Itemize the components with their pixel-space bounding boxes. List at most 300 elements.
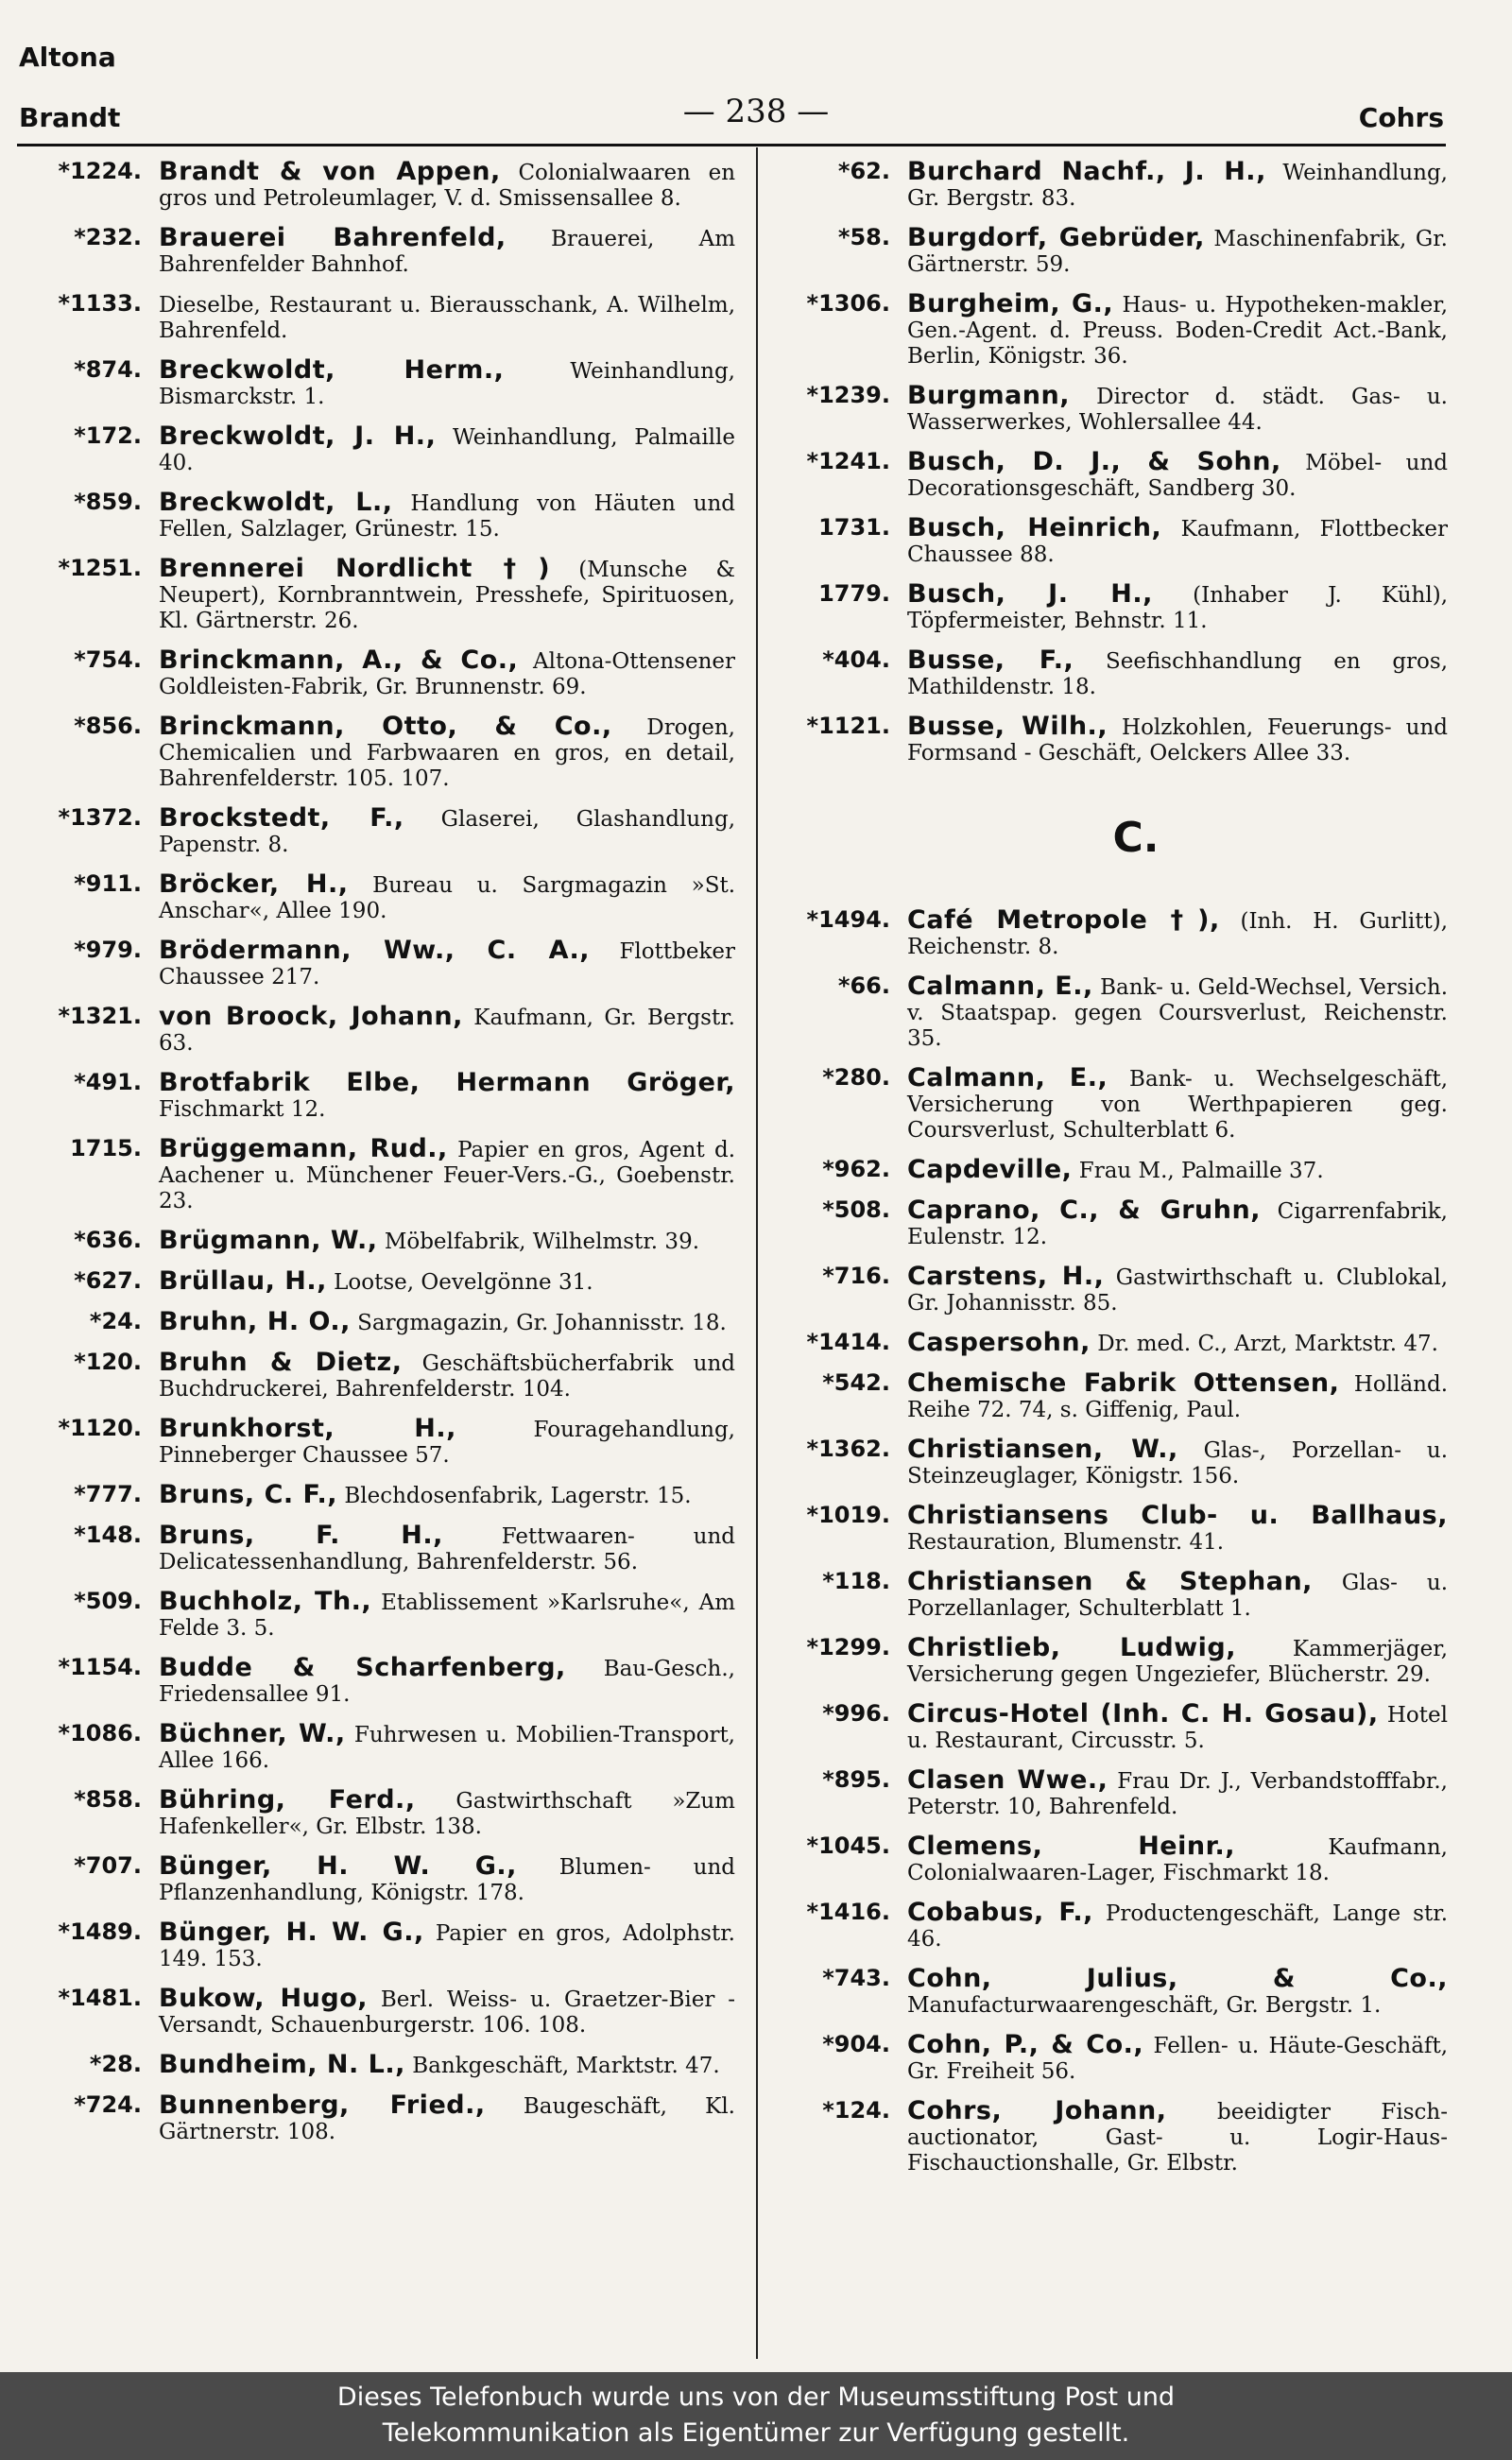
directory-entry: [19, 871, 735, 924]
directory-entry: [19, 1268, 735, 1296]
subscriber-name: Burchard Nachf., J. H.,: [907, 157, 1266, 186]
entry-text: [159, 1655, 735, 1708]
phone-number: *1224.: [58, 158, 142, 184]
entry-text: [159, 1268, 735, 1296]
entry-text: [159, 1787, 735, 1840]
directory-entry: [19, 1004, 735, 1057]
subscriber-details: Frau M., Palmaille 37.: [1078, 1159, 1324, 1183]
phone-number: *1306.: [806, 290, 890, 317]
entry-text: [159, 2052, 735, 2079]
directory-entry: [767, 1833, 1448, 1886]
directory-entry: [767, 1197, 1448, 1250]
directory-entry: [19, 357, 735, 410]
subscriber-details: Lootse, Oevelgönne 31.: [334, 1270, 593, 1295]
phone-number: *62.: [837, 158, 890, 184]
running-head-left: Brandt: [19, 102, 121, 133]
phone-number: *858.: [74, 1786, 142, 1813]
subscriber-details: Blechdosenfabrik, Lagerstr. 15.: [344, 1484, 692, 1508]
entry-text: [907, 1569, 1448, 1622]
directory-entry: [19, 1416, 735, 1469]
directory-entry: [767, 159, 1448, 212]
entry-text: [159, 1309, 735, 1336]
directory-entry: [767, 907, 1448, 960]
subscriber-name: Bruns, C. F.,: [159, 1480, 338, 1509]
subscriber-details: Kammerjäger, Versicherung gegen Ungeziefer, Blücherstr. 29.: [907, 1637, 1448, 1687]
subscriber-name: Bundheim, N. L.,: [159, 2050, 405, 2079]
phone-number: *636.: [74, 1227, 142, 1253]
phone-number: *996.: [822, 1700, 890, 1727]
archive-footer: [0, 2372, 1512, 2460]
directory-entry: [19, 159, 735, 212]
entry-text: [907, 1966, 1448, 2019]
directory-entry: [19, 938, 735, 990]
phone-number: *1372.: [58, 804, 142, 831]
subscriber-details: Dieselbe, Restaurant u. Bierausschank, A. Wilhelm, Bahrenfeld.: [159, 293, 735, 343]
phone-number: *124.: [822, 2097, 890, 2124]
directory-entry: [19, 1309, 735, 1336]
entry-text: [159, 2092, 735, 2145]
subscriber-name: Büchner, W.,: [159, 1719, 346, 1748]
directory-entry: [19, 1655, 735, 1708]
subscriber-details: Kaufmann, Colonialwaaren-Lager, Fischmarkt 18.: [907, 1835, 1448, 1885]
phone-number: *874.: [74, 356, 142, 383]
subscriber-name: Brennerei Nordlicht †): [159, 554, 551, 583]
subscriber-name: Christiansen, W.,: [907, 1435, 1178, 1464]
entry-text: [907, 1264, 1448, 1316]
phone-number: *627.: [74, 1267, 142, 1294]
phone-number: *1481.: [58, 1985, 142, 2011]
phone-number: *911.: [74, 870, 142, 897]
subscriber-details: Altona-Ottensener Goldleisten-Fabrik, Gr. Brunnenstr. 69.: [159, 649, 735, 699]
entry-text: [907, 1503, 1448, 1556]
phone-number: *962.: [822, 1156, 890, 1182]
subscriber-details: Papier en gros, Adolphstr. 149. 153.: [159, 1921, 735, 1971]
directory-entry: [767, 1701, 1448, 1754]
subscriber-details: (Munsche & Neupert), Kornbranntwein, Presshefe, Spirituosen, Kl. Gärtnerstr. 26.: [159, 558, 736, 633]
entry-text: [159, 556, 735, 634]
subscriber-name: Cobabus, F.,: [907, 1898, 1093, 1927]
subscriber-name: Carstens, H.,: [907, 1262, 1105, 1291]
entry-text: [907, 449, 1448, 502]
phone-number: *1241.: [806, 448, 890, 474]
directory-entry: [767, 291, 1448, 370]
subscriber-details: Papier en gros, Agent d. Aachener u. Münchener Feuer-Vers.-G., Goebenstr. 23.: [159, 1138, 736, 1213]
subscriber-name: Busch, J. H.,: [907, 579, 1153, 609]
subscriber-details: Bank- u. Geld-Wechsel, Versich. v. Staatspap. gegen Coursverlust, Reichenstr. 35.: [907, 975, 1449, 1051]
subscriber-details: Hotel u. Restaurant, Circusstr. 5.: [907, 1703, 1448, 1753]
subscriber-name: Bunnenberg, Fried.,: [159, 2090, 486, 2120]
subscriber-name: Breckwoldt, Herm.,: [159, 355, 505, 385]
subscriber-details: Haus- u. Hypotheken-makler, Gen.-Agent. d. Preuss. Boden-Credit Act.-Bank, Berlin, Königstr. 36.: [907, 293, 1449, 369]
phone-number: *172.: [74, 422, 142, 449]
phone-number: *1494.: [806, 906, 890, 933]
entry-text: [907, 2098, 1448, 2176]
left-column: [19, 159, 735, 2159]
subscriber-details: Blumen- und Pflanzenhandlung, Königstr. 178.: [159, 1855, 735, 1905]
subscriber-name: Bruhn, H. O.,: [159, 1307, 351, 1336]
subscriber-details: Holländ. Reihe 72. 74, s. Giffenig, Paul.: [907, 1372, 1449, 1422]
subscriber-name: Clasen Wwe.,: [907, 1765, 1108, 1795]
subscriber-name: Brandt & von Appen,: [159, 157, 501, 186]
subscriber-name: Café Metropole †),: [907, 905, 1220, 935]
phone-number: *1414.: [806, 1329, 890, 1355]
subscriber-name: Brüllau, H.,: [159, 1266, 327, 1296]
entry-text: [159, 938, 735, 990]
subscriber-details: Holzkohlen, Feuerungs- und Formsand - Geschäft, Oelckers Allee 33.: [907, 715, 1448, 766]
directory-entry: [19, 1136, 735, 1214]
subscriber-details: Möbel- und Decorationsgeschäft, Sandberg 30.: [907, 451, 1448, 501]
subscriber-details: Glaserei, Glashandlung, Papenstr. 8.: [159, 807, 736, 857]
running-head-right: Cohrs: [1358, 102, 1444, 133]
column-divider: [756, 147, 758, 2359]
subscriber-details: Etablissement »Karlsruhe«, Am Felde 3. 5.: [159, 1591, 736, 1641]
phone-number: *232.: [74, 224, 142, 250]
subscriber-name: Buchholz, Th.,: [159, 1587, 372, 1616]
entry-text: [907, 1065, 1448, 1144]
entry-text: [159, 357, 735, 410]
subscriber-details: Drogen, Chemicalien und Farbwaaren en gros, en detail, Bahrenfelderstr. 105. 107.: [159, 715, 735, 791]
phone-number: *754.: [74, 646, 142, 673]
directory-entry: [19, 1919, 735, 1972]
phone-number: *716.: [822, 1263, 890, 1289]
entry-text: [907, 1767, 1448, 1820]
phone-number: *1120.: [58, 1415, 142, 1441]
entry-text: [159, 225, 735, 278]
directory-entry: [767, 2032, 1448, 2085]
entry-text: [159, 291, 735, 344]
phone-number: *724.: [74, 2091, 142, 2118]
subscriber-name: Busch, D. J., & Sohn,: [907, 447, 1281, 476]
right-column: [767, 159, 1448, 2190]
directory-entry: [767, 449, 1448, 502]
right-column-b-entries: [767, 159, 1448, 766]
directory-entry: [19, 1589, 735, 1642]
footer-line-2: Telekommunikation als Eigentümer zur Verfügung gestellt.: [382, 2418, 1130, 2448]
directory-entry: [767, 383, 1448, 436]
directory-entry: [767, 1966, 1448, 2019]
entry-text: [907, 1157, 1448, 1184]
subscriber-details: Berl. Weiss- u. Graetzer-Bier - Versandt, Schauenburgerstr. 106. 108.: [159, 1987, 735, 2038]
subscriber-name: Caspersohn,: [907, 1328, 1091, 1357]
entry-text: [907, 1701, 1448, 1754]
entry-text: [907, 383, 1448, 436]
directory-entry: [767, 1330, 1448, 1357]
subscriber-details: Dr. med. C., Arzt, Marktstr. 47.: [1097, 1332, 1438, 1356]
subscriber-name: von Broock, Johann,: [159, 1002, 463, 1031]
subscriber-details: Fischmarkt 12.: [159, 1097, 326, 1122]
phone-number: *1299.: [806, 1634, 890, 1660]
phone-number: *979.: [74, 937, 142, 963]
subscriber-name: Burgheim, G.,: [907, 289, 1114, 318]
section-letter: C.: [1112, 814, 1160, 862]
subscriber-name: Brinckmann, A., & Co.,: [159, 645, 519, 675]
directory-entry: [19, 556, 735, 634]
directory-entry: [19, 805, 735, 858]
subscriber-name: Caprano, C., & Gruhn,: [907, 1196, 1261, 1225]
city-heading: Altona: [19, 42, 116, 73]
subscriber-name: Brockstedt, F.,: [159, 803, 404, 833]
subscriber-details: Director d. städt. Gas- u. Wasserwerkes, Wohlersallee 44.: [907, 385, 1448, 435]
subscriber-name: Cohn, Julius, & Co.,: [907, 1964, 1448, 1993]
directory-entry: [767, 1436, 1448, 1489]
phone-number: *856.: [74, 713, 142, 739]
directory-entry: [767, 1157, 1448, 1184]
phone-number: *28.: [89, 2051, 142, 2077]
directory-entry: [767, 225, 1448, 278]
phone-number: *1416.: [806, 1899, 890, 1925]
subscriber-details: Möbelfabrik, Wilhelmstr. 39.: [384, 1230, 700, 1254]
subscriber-name: Christlieb, Ludwig,: [907, 1633, 1237, 1662]
subscriber-details: Bureau u. Sargmagazin »St. Anschar«, Allee 190.: [159, 873, 736, 923]
directory-entry: [767, 1767, 1448, 1820]
subscriber-details: Geschäftsbücherfabrik und Buchdruckerei, Bahrenfelderstr. 104.: [159, 1351, 735, 1402]
subscriber-details: Fouragehandlung, Pinneberger Chaussee 57.: [159, 1418, 735, 1468]
phone-number: *1362.: [806, 1436, 890, 1462]
subscriber-name: Brunkhorst, H.,: [159, 1414, 456, 1443]
subscriber-details: Cigarrenfabrik, Eulenstr. 12.: [907, 1199, 1448, 1249]
phone-number: 1731.: [818, 514, 890, 541]
directory-entry: [19, 291, 735, 344]
directory-entry: [767, 647, 1448, 700]
subscriber-name: Brauerei Bahrenfeld,: [159, 223, 507, 252]
subscriber-name: Calmann, E.,: [907, 1063, 1108, 1092]
entry-text: [907, 1436, 1448, 1489]
entry-text: [159, 1853, 735, 1906]
directory-entry: [19, 1787, 735, 1840]
subscriber-details: Fellen- u. Häute-Geschäft, Gr. Freiheit 56.: [907, 2034, 1449, 2084]
phone-number: *509.: [74, 1588, 142, 1614]
directory-entry: [19, 490, 735, 542]
directory-entry: [767, 1503, 1448, 1556]
subscriber-name: Bünger, H. W. G.,: [159, 1918, 424, 1947]
subscriber-details: Bau-Gesch., Friedensallee 91.: [159, 1657, 735, 1707]
entry-text: [907, 159, 1448, 212]
subscriber-details: (Inhaber J. Kühl), Töpfermeister, Behnstr. 11.: [907, 583, 1449, 633]
phone-number: *1251.: [58, 555, 142, 581]
entry-text: [907, 973, 1448, 1052]
subscriber-details: Manufacturwaarengeschäft, Gr. Bergstr. 1.: [907, 1993, 1382, 2018]
subscriber-details: Bank- u. Wechselgeschäft, Versicherung von Werthpapieren geg. Coursverlust, Schulterblatt 6.: [907, 1067, 1448, 1143]
directory-entry: [19, 1070, 735, 1123]
directory-entry: [767, 1264, 1448, 1316]
entry-text: [159, 714, 735, 792]
phone-number: *1489.: [58, 1918, 142, 1945]
subscriber-name: Brüggemann, Rud.,: [159, 1134, 448, 1163]
subscriber-name: Breckwoldt, J. H.,: [159, 421, 437, 451]
phone-number: *120.: [74, 1349, 142, 1375]
entry-text: [159, 1004, 735, 1057]
directory-entry: [19, 714, 735, 792]
directory-entry: [19, 1228, 735, 1255]
phone-number: *24.: [89, 1308, 142, 1334]
subscriber-name: Burgdorf, Gebrüder,: [907, 223, 1205, 252]
phone-number: *1045.: [806, 1832, 890, 1859]
directory-entry: [767, 515, 1448, 568]
subscriber-details: beeidigter Fisch-auctionator, Gast- u. Logir-Haus-Fischauctionshalle, Gr. Elbstr.: [907, 2100, 1448, 2176]
phone-number: *1239.: [806, 382, 890, 408]
subscriber-name: Calmann, E.,: [907, 972, 1093, 1001]
entry-text: [907, 714, 1448, 766]
page-number: — 238 —: [682, 93, 830, 130]
phone-number: *743.: [822, 1965, 890, 1991]
phone-number: *1086.: [58, 1720, 142, 1746]
phone-number: *777.: [74, 1481, 142, 1507]
subscriber-name: Cohrs, Johann,: [907, 2096, 1167, 2125]
subscriber-details: Sargmagazin, Gr. Johannisstr. 18.: [357, 1311, 727, 1335]
subscriber-details: Bankgeschäft, Marktstr. 47.: [412, 2054, 720, 2078]
phone-number: *1133.: [58, 290, 142, 317]
entry-text: [159, 159, 735, 212]
phone-number: *895.: [822, 1766, 890, 1793]
directory-entry: [19, 647, 735, 700]
subscriber-name: Cohn, P., & Co.,: [907, 2030, 1144, 2059]
directory-entry: [767, 1370, 1448, 1423]
directory-entry: [19, 423, 735, 476]
directory-entry: [19, 225, 735, 278]
directory-entry: [19, 1350, 735, 1402]
entry-text: [159, 805, 735, 858]
subscriber-name: Breckwoldt, L.,: [159, 488, 393, 517]
entry-text: [159, 1070, 735, 1123]
phone-number: *1019.: [806, 1502, 890, 1528]
directory-entry: [19, 1522, 735, 1575]
directory-entry: [767, 1635, 1448, 1688]
entry-text: [159, 1919, 735, 1972]
subscriber-details: Weinhandlung, Bismarckstr. 1.: [159, 359, 735, 409]
subscriber-name: Christiansens Club- u. Ballhaus,: [907, 1501, 1448, 1530]
phone-number: *508.: [822, 1196, 890, 1223]
phone-number: *58.: [837, 224, 890, 250]
subscriber-name: Budde & Scharfenberg,: [159, 1653, 566, 1682]
entry-text: [159, 1416, 735, 1469]
subscriber-details: Glas-, Porzellan- u. Steinzeuglager, Königstr. 156.: [907, 1438, 1449, 1488]
entry-text: [907, 1635, 1448, 1688]
subscriber-name: Brinckmann, Otto, & Co.,: [159, 712, 612, 741]
entry-text: [159, 1228, 735, 1255]
directory-entry: [19, 1853, 735, 1906]
entry-text: [907, 1833, 1448, 1886]
phone-number: 1779.: [818, 580, 890, 607]
entry-text: [907, 1330, 1448, 1357]
phone-number: *491.: [74, 1069, 142, 1095]
phone-number: *904.: [822, 2031, 890, 2057]
entry-text: [907, 1197, 1448, 1250]
subscriber-name: Bünger, H. W. G.,: [159, 1851, 517, 1881]
subscriber-name: Burgmann,: [907, 381, 1070, 410]
subscriber-details: Colonialwaaren en gros und Petroleumlager, V. d. Smissensallee 8.: [159, 161, 736, 211]
subscriber-name: Bühring, Ferd.,: [159, 1785, 416, 1815]
directory-entry: [767, 2098, 1448, 2176]
subscriber-name: Clemens, Heinr.,: [907, 1832, 1236, 1861]
phone-number: *707.: [74, 1852, 142, 1879]
subscriber-name: Brügmann, W.,: [159, 1226, 378, 1255]
subscriber-details: Kaufmann, Flottbecker Chaussee 88.: [907, 517, 1449, 567]
subscriber-name: Chemische Fabrik Ottensen,: [907, 1368, 1340, 1398]
subscriber-details: Brauerei, Am Bahrenfelder Bahnhof.: [159, 227, 736, 277]
subscriber-name: Busch, Heinrich,: [907, 513, 1162, 542]
subscriber-name: Bröcker, H.,: [159, 869, 349, 899]
subscriber-details: Weinhandlung, Gr. Bergstr. 83.: [907, 161, 1448, 211]
directory-entry: [767, 973, 1448, 1052]
phone-number: *118.: [822, 1568, 890, 1594]
subscriber-details: Glas- u. Porzellanlager, Schulterblatt 1.: [907, 1571, 1449, 1621]
phone-number: *1121.: [806, 713, 890, 739]
entry-text: [907, 581, 1448, 634]
entry-text: [907, 515, 1448, 568]
subscriber-details: Frau Dr. J., Verbandstofffabr., Peterstr. 10, Bahrenfeld.: [907, 1769, 1448, 1819]
subscriber-details: Seefischhandlung en gros, Mathildenstr. 18.: [907, 649, 1449, 699]
entry-text: [907, 907, 1448, 960]
entry-text: [159, 490, 735, 542]
subscriber-details: Fettwaaren- und Delicatessenhandlung, Bahrenfelderstr. 56.: [159, 1524, 736, 1574]
directory-entry: [19, 1986, 735, 2039]
entry-text: [159, 871, 735, 924]
entry-text: [907, 225, 1448, 278]
entry-text: [159, 1350, 735, 1402]
phone-number: *542.: [822, 1369, 890, 1396]
subscriber-name: Capdeville,: [907, 1155, 1073, 1184]
phone-number: *1154.: [58, 1654, 142, 1680]
phone-number: *404.: [822, 646, 890, 673]
entry-text: [907, 1900, 1448, 1953]
subscriber-details: Flottbeker Chaussee 217.: [159, 939, 735, 989]
directory-entry: [767, 1065, 1448, 1144]
entry-text: [159, 647, 735, 700]
subscriber-name: Bruns, F. H.,: [159, 1521, 443, 1550]
phone-number: *1321.: [58, 1003, 142, 1029]
entry-text: [159, 423, 735, 476]
phone-number: *148.: [74, 1522, 142, 1548]
subscriber-details: Handlung von Häuten und Fellen, Salzlager, Grünestr. 15.: [159, 491, 735, 542]
phone-number: 1715.: [70, 1135, 142, 1161]
subscriber-details: (Inh. H. Gurlitt), Reichenstr. 8.: [907, 909, 1449, 959]
subscriber-name: Brotfabrik Elbe, Hermann Gröger,: [159, 1068, 735, 1097]
directory-entry: [767, 1900, 1448, 1953]
subscriber-name: Christiansen & Stephan,: [907, 1567, 1313, 1596]
directory-entry: [19, 2092, 735, 2145]
entry-text: [159, 1522, 735, 1575]
entry-text: [907, 291, 1448, 370]
directory-entry: [767, 714, 1448, 766]
entry-text: [907, 647, 1448, 700]
entry-text: [907, 1370, 1448, 1423]
entry-text: [159, 1482, 735, 1509]
entry-text: [159, 1136, 735, 1214]
subscriber-name: Circus-Hotel (Inh. C. H. Gosau),: [907, 1699, 1379, 1729]
subscriber-name: Bruhn & Dietz,: [159, 1348, 403, 1377]
directory-entry: [19, 1482, 735, 1509]
directory-entry: [19, 1721, 735, 1774]
header-rule: [17, 144, 1446, 146]
subscriber-name: Brödermann, Ww., C. A.,: [159, 936, 591, 965]
entry-text: [159, 1721, 735, 1774]
subscriber-details: Productengeschäft, Lange str. 46.: [907, 1901, 1448, 1952]
subscriber-name: Busse, F.,: [907, 645, 1074, 675]
footer-line-1: Dieses Telefonbuch wurde uns von der Museumsstiftung Post und: [336, 2383, 1176, 2412]
right-column-c-entries: [767, 907, 1448, 2176]
subscriber-details: Gastwirthschaft u. Clublokal, Gr. Johannisstr. 85.: [907, 1265, 1449, 1316]
directory-entry: [19, 2052, 735, 2079]
subscriber-details: Gastwirthschaft »Zum Hafenkeller«, Gr. Elbstr. 138.: [159, 1789, 735, 1839]
subscriber-details: Weinhandlung, Palmaille 40.: [159, 425, 735, 475]
subscriber-name: Busse, Wilh.,: [907, 712, 1108, 741]
phone-number: *280.: [822, 1064, 890, 1091]
phone-number: *859.: [74, 489, 142, 515]
directory-entry: [767, 1569, 1448, 1622]
subscriber-details: Fuhrwesen u. Mobilien-Transport, Allee 166.: [159, 1723, 735, 1773]
phone-number: *66.: [837, 972, 890, 999]
subscriber-details: Restauration, Blumenstr. 41.: [907, 1530, 1225, 1555]
